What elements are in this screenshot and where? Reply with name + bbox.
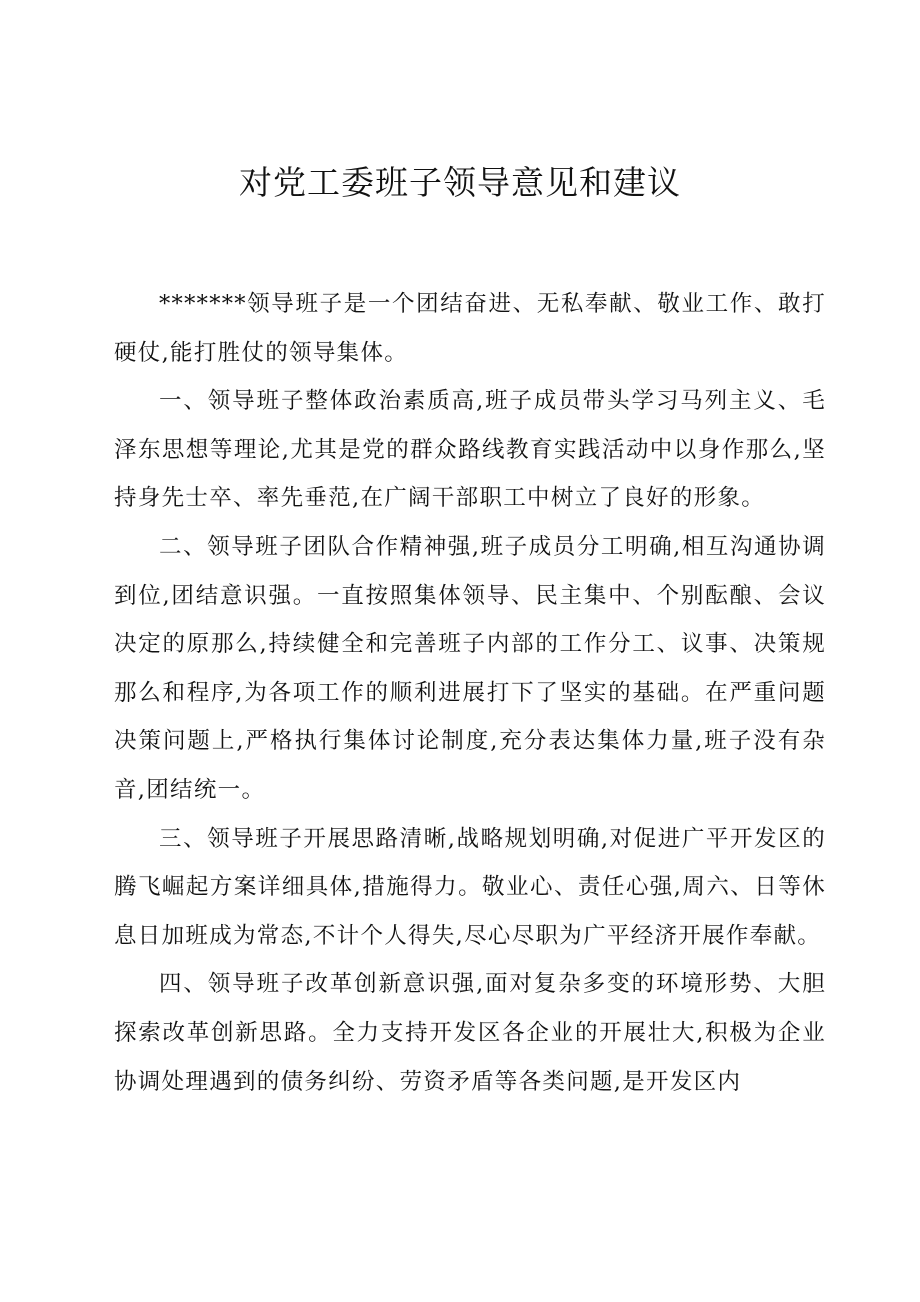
paragraph-point-2: 二、领导班子团队合作精神强,班子成员分工明确,相互沟通协调到位,团结意识强。一直按照集体领导、民主集中、个别酝酿、会议决定的原那么,持续健全和完善班子内部的工作分工、议事、决策规那么和程序,为各项工作的顺利进展打下了坚实的基础。在严重问题决策问题上,严格执行集体讨论制度,充分表达集体力量,班子没有杂音,团结统一。	[114, 533, 826, 803]
paragraph-point-1: 一、领导班子整体政治素质高,班子成员带头学习马列主义、毛泽东思想等理论,尤其是党的群众路线教育实践活动中以身作那么,坚持身先士卒、率先垂范,在广阔干部职工中树立了良好的形象。	[114, 388, 826, 512]
paragraph-point-4: 四、领导班子改革创新意识强,面对复杂多变的环境形势、大胆探索改革创新思路。全力支持开发区各企业的开展壮大,积极为企业协调处理遇到的债务纠纷、劳资矛盾等各类问题,是开发区内	[114, 971, 826, 1095]
document-body	[114, 280, 826, 1106]
document-title: 对党工委班子领导意见和建议	[239, 163, 681, 202]
paragraph-point-3: 三、领导班子开展思路清晰,战略规划明确,对促进广平开发区的腾飞崛起方案详细具体,措施得力。敬业心、责任心强,周六、日等休息日加班成为常态,不计个人得失,尽心尽职为广平经济开展作奉献。	[114, 825, 826, 949]
paragraph-intro: *******领导班子是一个团结奋进、无私奉献、敬业工作、敢打硬仗,能打胜仗的领导集体。	[114, 291, 826, 366]
